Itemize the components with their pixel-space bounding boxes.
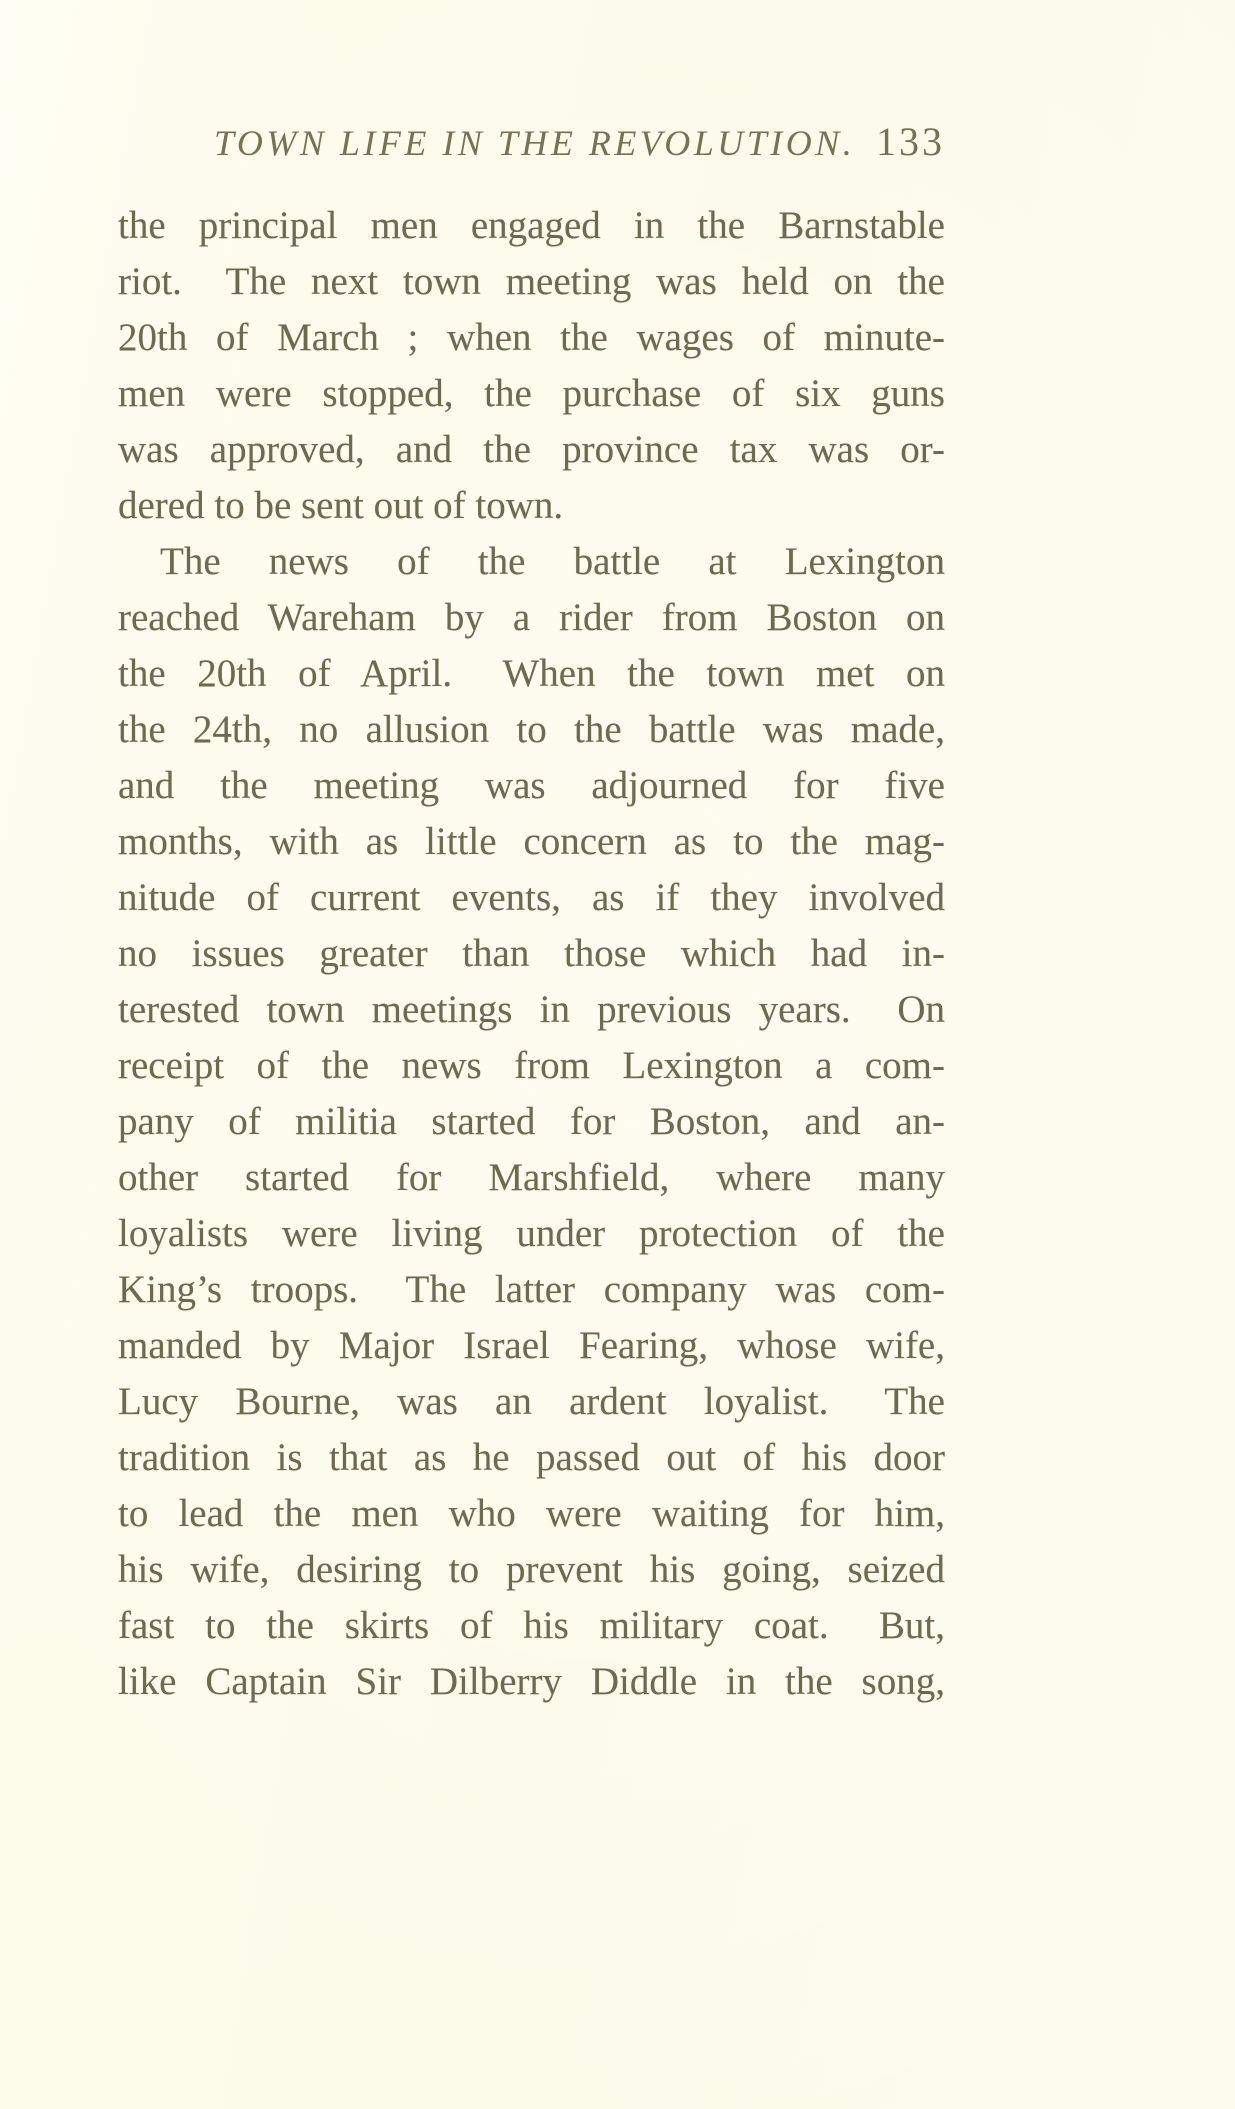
text-line: reached Wareham by a rider from Boston on	[118, 596, 945, 639]
text-line: riot. The next town meeting was held on the	[118, 260, 945, 303]
text-line: like Captain Sir Dilberry Diddle in the song,	[118, 1660, 945, 1703]
page-number: 133	[876, 119, 945, 164]
text-line: King’s troops. The latter company was com-	[118, 1268, 945, 1311]
text-line: nitude of current events, as if they involved	[118, 876, 945, 919]
text-line: the 20th of April. When the town met on	[118, 652, 945, 695]
text-line: The news of the battle at Lexington	[160, 540, 945, 583]
text-line: receipt of the news from Lexington a com-	[118, 1044, 945, 1087]
text-line: other started for Marshfield, where many	[118, 1156, 945, 1199]
body-text	[118, 198, 945, 1710]
text-line: 20th of March ; when the wages of minute-	[118, 316, 945, 359]
running-header	[118, 118, 945, 165]
text-line: dered to be sent out of town.	[118, 484, 564, 527]
text-line: terested town meetings in previous years. On	[118, 988, 945, 1031]
text-line: fast to the skirts of his military coat. But,	[118, 1604, 945, 1647]
text-line: months, with as little concern as to the mag-	[118, 820, 945, 863]
text-line: Lucy Bourne, was an ardent loyalist. The	[118, 1380, 945, 1423]
text-line: his wife, desiring to prevent his going, seized	[118, 1548, 945, 1591]
text-line: manded by Major Israel Fearing, whose wife,	[118, 1324, 945, 1367]
text-line: no issues greater than those which had in-	[118, 932, 945, 975]
text-line: was approved, and the province tax was or-	[118, 428, 945, 471]
text-line: and the meeting was adjourned for five	[118, 764, 945, 807]
running-header-title: TOWN LIFE IN THE REVOLUTION.	[214, 123, 856, 163]
text-line: to lead the men who were waiting for him,	[118, 1492, 945, 1535]
text-line: men were stopped, the purchase of six guns	[118, 372, 945, 415]
text-line: loyalists were living under protection of the	[118, 1212, 945, 1255]
text-line: tradition is that as he passed out of his door	[118, 1436, 945, 1479]
text-line: the principal men engaged in the Barnstable	[118, 204, 945, 247]
text-line: pany of militia started for Boston, and an-	[118, 1100, 945, 1143]
text-line: the 24th, no allusion to the battle was made,	[118, 708, 945, 751]
